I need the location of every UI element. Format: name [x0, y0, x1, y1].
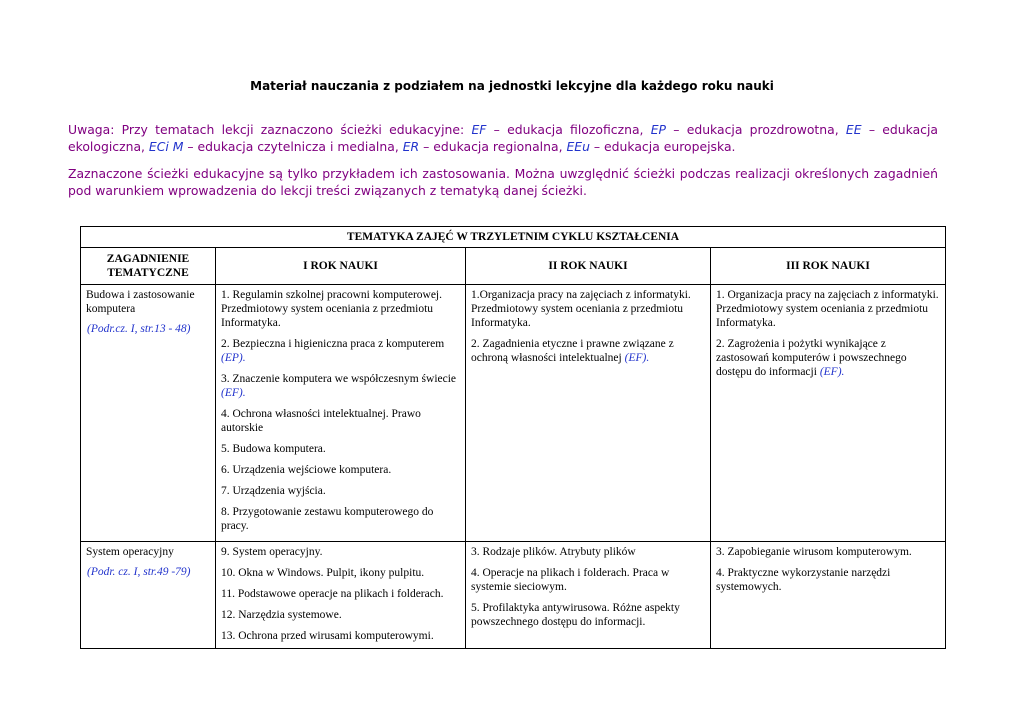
lesson-item: 3. Zapobieganie wirusom komputerowym. [716, 546, 912, 558]
topic-cell [81, 285, 216, 542]
textbook-reference: (Podr.cz. I, str.13 - 48) [87, 323, 191, 335]
path-ef: EF [471, 122, 487, 137]
path-tag: (EP). [221, 352, 246, 364]
lesson-item: 11. Podstawowe operacje na plikach i folderach. [221, 588, 444, 600]
path-tag: (EF). [221, 387, 246, 399]
lesson-item: 2. Zagrożenia i pożytki wynikające z zastosowań komputerów i powszechnego dostępu do informacji (EF). [716, 338, 907, 378]
year-3-cell [711, 285, 946, 542]
curriculum-table [80, 226, 946, 649]
lesson-item: 13. Ochrona przed wirusami komputerowymi. [221, 630, 434, 642]
col-header-topic: ZAGADNIENIE TEMATYCZNE [81, 248, 216, 285]
lesson-item: 7. Urządzenia wyjścia. [221, 485, 326, 497]
lesson-item: 1.Organizacja pracy na zajęciach z informatyki. Przedmiotowy system oceniania z przedmiotu Informatyka. [471, 289, 691, 329]
lesson-item: 12. Narzędzia systemowe. [221, 609, 342, 621]
lesson-item: 4. Ochrona własności intelektualnej. Prawo autorskie [221, 408, 421, 434]
document-title: Materiał nauczania z podziałem na jednostki lekcyjne dla każdego roku nauki [250, 79, 774, 93]
lesson-item: 4. Operacje na plikach i folderach. Praca w systemie sieciowym. [471, 567, 670, 593]
year-2-cell [466, 285, 711, 542]
lesson-item: 10. Okna w Windows. Pulpit, ikony pulpitu. [221, 567, 425, 579]
col-header-year-1: I ROK NAUKI [216, 248, 466, 285]
topic-name: Budowa i zastosowanie komputera [86, 289, 195, 315]
path-ecm: ECi M [148, 139, 184, 154]
year-1-cell [216, 542, 466, 649]
path-ep: EP [650, 122, 667, 137]
table-row [81, 542, 946, 649]
path-ee: EE [845, 122, 862, 137]
lesson-item: 5. Budowa komputera. [221, 443, 326, 455]
lesson-item: 2. Bezpieczna i higieniczna praca z komputerem (EP). [221, 338, 445, 364]
lesson-item: 3. Znaczenie komputera we współczesnym świecie (EF). [221, 373, 457, 399]
table-row [81, 285, 946, 542]
lesson-item: 1. Organizacja pracy na zajęciach z informatyki. Przedmiotowy system oceniania z przedmiotu Informatyka. [716, 289, 939, 329]
textbook-reference: (Podr. cz. I, str.49 -79) [87, 566, 191, 578]
lesson-item: 2. Zagadnienia etyczne i prawne związane z ochroną własności intelektualnej (EF). [471, 338, 674, 364]
path-tag: (EF). [624, 352, 650, 364]
lesson-item: 6. Urządzenia wejściowe komputera. [221, 464, 392, 476]
lesson-item: 1. Regulamin szkolnej pracowni komputerowej. Przedmiotowy system oceniania z przedmiotu Informatyka. [221, 289, 443, 329]
topic-cell [81, 542, 216, 649]
year-2-cell [466, 542, 711, 649]
paths-note: Uwaga: Przy tematach lekcji zaznaczono ścieżki edukacyjne: EF – edukacja filozoficzna, EP – edukacja prozdrowotna, EE – edukacja ekologiczna, ECi M – edukacja czytelnicza i medialna, ER – edukacja regionalna, EEu – edukacja europejska. [68, 122, 939, 154]
year-1-cell [216, 285, 466, 542]
lesson-item: 5. Profilaktyka antywirusowa. Różne aspekty powszechnego dostępu do informacji. [471, 602, 680, 628]
year-3-cell [711, 542, 946, 649]
topic-name: System operacyjny [86, 546, 174, 558]
path-tag: (EF). [819, 366, 845, 378]
lesson-item: 8. Przygotowanie zestawu komputerowego do pracy. [221, 506, 434, 532]
paths-remark: Zaznaczone ścieżki edukacyjne są tylko przykładem ich zastosowania. Można uwzględnić ścieżki podczas realizacji określonych zagadnień pod warunkiem wprowadzenia do lekcji treści związanych z tematyką danej ścieżki. [68, 166, 938, 198]
lesson-item: 9. System operacyjny. [221, 546, 323, 558]
path-eeu: EEu [566, 139, 590, 154]
lesson-item: 3. Rodzaje plików. Atrybuty plików [471, 546, 636, 558]
table-main-header: TEMATYKA ZAJĘĆ W TRZYLETNIM CYKLU KSZTAŁCENIA [81, 227, 946, 248]
col-header-year-3: III ROK NAUKI [711, 248, 946, 285]
lesson-item: 4. Praktyczne wykorzystanie narzędzi systemowych. [716, 567, 891, 593]
col-header-year-2: II ROK NAUKI [466, 248, 711, 285]
path-er: ER [402, 139, 420, 154]
